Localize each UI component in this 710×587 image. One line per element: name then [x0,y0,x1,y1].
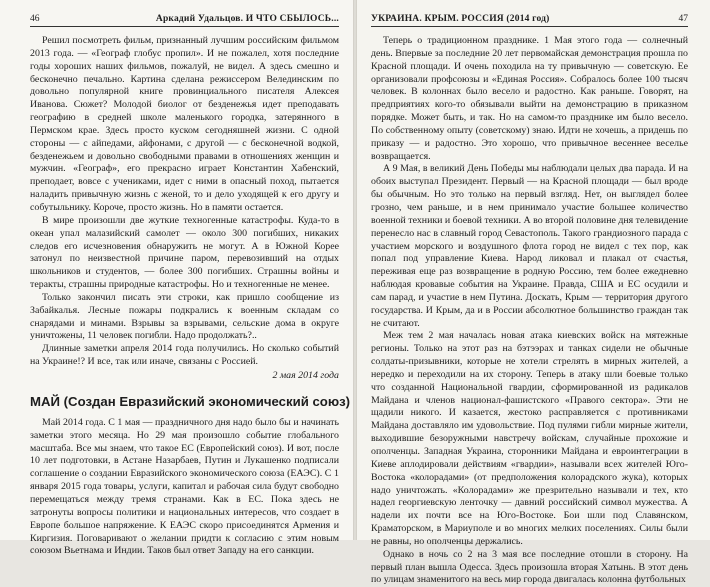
page-number: 47 [678,14,688,24]
chapter-title: МАЙ (Создан Евразийский экономический союз) [30,393,351,409]
paragraph: В мире произошли две жуткие техногенные катастрофы. Куда-то в океан упал малазийский самолет — около 300 погибших, никаких следов его исчезновения обнаружить не могут. А в Южной Корее затонул по неизвестной причине паром, перевозивший на отдых школьников и студентов, — более 300 погибших. Страшны войны и теракты, страшны природные катастрофы. Но и техногенные не менее. [30,214,339,291]
running-title: Аркадий Удальцов. И ЧТО СБЫЛОСЬ... [155,14,339,24]
left-page-header [30,14,339,27]
paragraph: Май 2014 года. С 1 мая — праздничного дня надо было бы и начинать заметки этого месяца. Но 29 мая произошло событие глобального масштаба. Все мы знаем, что такое ЕС (Европейский союз). И вот, после 10 лет подготовки, в Астане Назарбаев, Путин и Лукашенко подписали соглашение о создании Евразийского экономического союза (ЕАЭС). С 1 января 2015 года товары, услуги, капитал и рабочая сила будут свободно перемещаться между тремя странами. Как в ЕС. Пока здесь не затронуты вопросы политики и национальных интересов, что создает в Европе большое напряжение. К ЕАЭС скоро присоединятся Армения и Киргизия. Поговаривают о желании придти к согласию с этим новым союзом Вьетнама и Индии. Таков был ответ Западу на его санкции. [30,416,339,557]
right-page-header [371,14,688,27]
paragraph: Длинные заметки апреля 2014 года получились. Но сколько событий на Украине!? И все, так или иначе, связаны с Россией. [30,343,339,368]
running-title: УКРАИНА. КРЫМ. РОССИЯ (2014 год) [371,14,550,24]
page-number: 46 [30,14,40,24]
left-page [0,0,353,557]
paragraph: Меж тем 2 мая началась новая атака киевских войск на мятежные регионы. Только на этот раз на бэтээрах и танках сидели не обычные солдаты-призывники, которые не хотели стрелять в мирных жителей, а нередко и переходили на их сторону. Теперь в атаку шли боевые только что созданной Национальной гвардии, сформированной из радикалов Майдана и членов национал-фашистского «Правого сектора». Эти не щадили никого. И казается, жестоко расправляется с противниками Майдана доставляло им удовольствие. Под пулями гибли мирные жители, выходившие безоружными навстречу войскам, случайные прохожие и ополченцы. Западная Украина, сторонники Майдана и евроинтеграции в Киеве аплодировали действиям «гвардии», называли всех жителей Юго-Востока «колорадами» (от предположения колорадского жука), которых надо уничтожать. «Колорадами» же презрительно называли и тех, кто надел георгиевскую ленточку — давний российский символ мужества. А надели их почти все на Юго-Востоке. Бои шли под Славянском, Краматорском, в Мариуполе и во многих мелких поселениях. Силы были не равны, но ополченцы держались. [371,330,688,547]
paragraph: Только закончил писать эти строки, как пришло сообщение из Забайкалья. Лесные пожары подкрались к военным складам со снарядами и минами. Взрывы за взрывами, сельские дома в округе уничтожены, 11 человек погибли. Надо продолжать?.. [30,291,339,342]
paragraph: Решил посмотреть фильм, признанный лучшим российским фильмом 2013 года. — «Географ глобус пропил». И не пожалел, хотя последние годы хороших наших фильмов, пожалуй, не видел. А здесь смешно и бесконечно печально. Картина сделана режиссером Велединским по довольно популярной книге провинциального писателя Алексея Иванова. Сюжет? Молодой биолог от безденежья идет преподавать географию в средней школе маленького городка, затерянного в Пермском крае. Здесь просто куском сегодняшней жизни. С одной стороны — с айпедами, айфонами, с другой — с бесконечной водкой, безденежьем и довольно свободными правами в отношениях женщин и мужчин. «Географ», его прекрасно играет Константин Хабенский, преподает, вовсе с учениками, идет с ними в опасный поход, пытается наладить привычную жизнь с женой, то и дело уходящей к его другу и собутыльнику. Короче, просто жизнь. Но в памяти остается. [30,35,339,213]
paragraph: А 9 Мая, в великий День Победы мы наблюдали целых два парада. И на обоих выступал Президент. Первый — на Красной площади — был вроде бы обычным. Но это только на первый взгляд. Нет, он выглядел более грозно, чем раньше, и в нем принимало участие большее количество военной техники и боевой техники. А во второй половине дня телевидение перенесло нас в славный город Севастополь. Такого грандиозного парада с участием морского и воздушного флота город не видел с тех пор, как попал под управление Киева. Народ ликовал и плакал от счастья, переживая еще раз возвращение в родную Россию, тем более ежедневно наблюдая кровавые события на Украине. Правда, США и ЕС осудили и сам парад, и участие в нем Путина. Доскать, Крым — территория другого государства. И Крым, да и в России абсолютное большинство граждан так не считают. [371,163,688,329]
right-page [357,0,710,586]
paragraph: Теперь о традиционном празднике. 1 Мая этого года — солнечный день. Впервые за последние 20 лет первомайская демонстрация прошла по Красной площади. И очень походила на ту привычную — советскую. Ее организовали профсоюзы и «Единая Россия». Собралось более 100 тысяч человек. В колоннах было весело и радостно. Как раньше. Говорят, на предприятиях кого-то обязывали выйти на демонстрацию в приказном порядке. Может быть, и так. Но на самом-то празднике им было весело. По собственному опыту (советскому) знаю. Идти не хочешь, а придешь по приказу — и радостно. Это хорошо, что привычное весеннее веселье возвращается. [371,35,688,162]
paragraph: Однако в ночь со 2 на 3 мая все последние отошли в сторону. На первый план вышла Одесса. Здесь произошла вторая Хатынь. В этот день по улицам знаменитого на весь мир города двигалась колонна футбольных [371,548,688,586]
entry-date: 2 мая 2014 года [272,369,339,381]
